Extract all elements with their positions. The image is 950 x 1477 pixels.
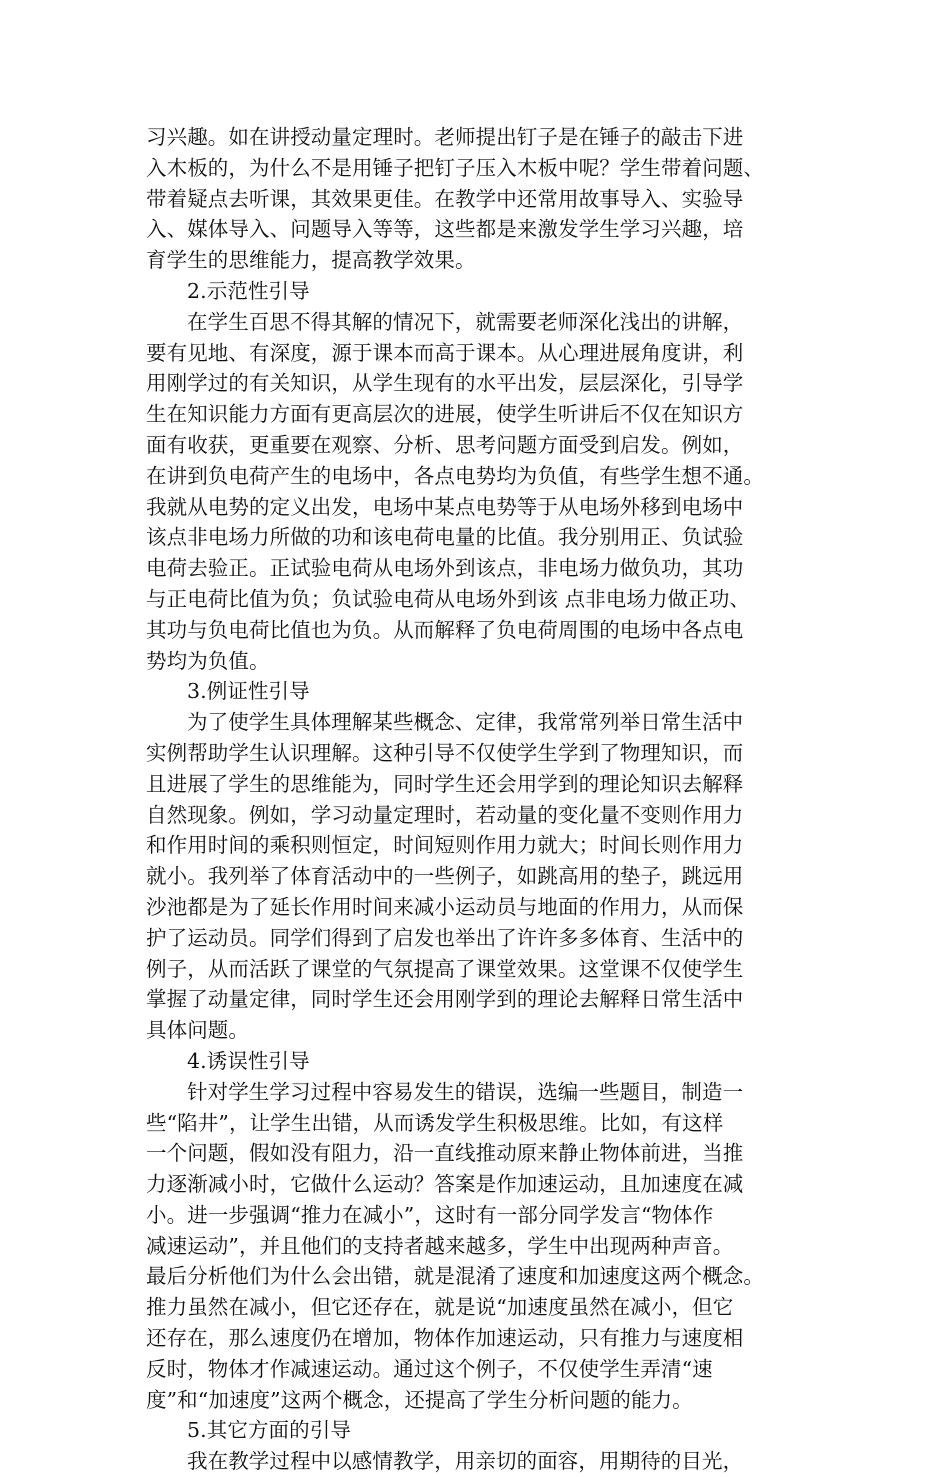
text-line: 势均为负值。 [146, 648, 270, 673]
text-line: 度”和“加速度”这两个概念，还提高了学生分析问题的能力。 [146, 1387, 693, 1412]
text-line: 其功与负电荷比值也为负。从而解释了负电荷周围的电场中各点电 [146, 617, 744, 642]
text-line: 例子，从而活跃了课堂的气氛提高了课堂效果。这堂课不仅使学生 [146, 956, 744, 981]
text-line: 一个问题，假如没有阻力，沿一直线推动原来静止物体前进，当推 [146, 1141, 744, 1166]
text-line: 最后分析他们为什么会出错，就是混淆了速度和加速度这两个概念。 [146, 1264, 764, 1289]
text-line: 生在知识能力方面有更高层次的进展，使学生听讲后不仅在知识方 [146, 402, 744, 427]
text-line: 具体问题。 [146, 1018, 249, 1043]
text-line: 该点非电场力所做的功和该电荷电量的比值。我分别用正、负试验 [146, 525, 744, 550]
text-line: 我在教学过程中以感情教学，用亲切的面容，用期待的目光， [187, 1449, 744, 1474]
text-line: 在学生百思不得其解的情况下，就需要老师深化浅出的讲解， [187, 309, 744, 334]
text-line: 实例帮助学生认识理解。这种引导不仅使学生学到了物理知识，而 [146, 740, 744, 765]
text-line: 与正电荷比值为负；负试验电荷从电场外到该 点非电场力做正功、 [146, 586, 751, 611]
text-line: 我就从电势的定义出发，电场中某点电势等于从电场外移到电场中 [146, 494, 744, 519]
text-line: 且进展了学生的思维能为，同时学生还会用学到的理论知识去解释 [146, 771, 744, 796]
text-line: 掌握了动量定律，同时学生还会用刚学到的理论去解释日常生活中 [146, 987, 744, 1012]
text-line: 还存在，那么速度仍在增加，物体作加速运动，只有推力与速度相 [146, 1326, 744, 1351]
text-line: 沙池都是为了延长作用时间来减小运动员与地面的作用力，从而保 [146, 894, 744, 919]
text-line: 要有见地、有深度，源于课本而高于课本。从心理进展角度讲，利 [146, 340, 744, 365]
text-line: 自然现象。例如，学习动量定理时，若动量的变化量不变则作用力 [146, 802, 744, 827]
text-line: 反时，物体才作减速运动。通过这个例子，不仅使学生弄清“速 [146, 1356, 713, 1381]
text-line: 用刚学过的有关知识，从学生现有的水平出发，层层深化，引导学 [146, 371, 744, 396]
text-line: 3.例证性引导 [187, 679, 310, 704]
text-line: 减速运动”，并且他们的支持者越来越多，学生中出现两种声音。 [146, 1233, 734, 1258]
text-line: 育学生的思维能力，提高教学效果。 [146, 248, 476, 273]
text-line: 针对学生学习过程中容易发生的错误，选编一些题目，制造一 [187, 1079, 744, 1104]
document-body [146, 122, 812, 1477]
text-line: 习兴趣。如在讲授动量定理时。老师提出钉子是在锤子的敲击下进 [146, 125, 744, 149]
text-line: 4.诱误性引导 [187, 1048, 310, 1073]
text-line: 就小。我列举了体育活动中的一些例子，如跳高用的垫子，跳远用 [146, 864, 744, 889]
text-line: 小。进一步强调“推力在减小”，这时有一部分同学发言“物体作 [146, 1202, 714, 1227]
text-line: 力逐渐减小时，它做什么运动？答案是作加速运动，且加速度在减 [146, 1172, 744, 1197]
text-line: 推力虽然在减小，但它还存在，就是说“加速度虽然在减小，但它 [146, 1295, 734, 1320]
text-line: 入木板的，为什么不是用锤子把钉子压入木板中呢？学生带着问题、 [146, 155, 764, 180]
text-line: 电荷去验正。正试验电荷从电场外到该点，非电场力做负功，其功 [146, 556, 744, 581]
text-line: 在讲到负电荷产生的电场中，各点电势均为负值，有些学生想不通。 [146, 463, 764, 488]
text-line: 带着疑点去听课，其效果更佳。在教学中还常用故事导入、实验导 [146, 186, 744, 211]
text-line: 5.其它方面的引导 [187, 1418, 351, 1443]
text-line: 为了使学生具体理解某些概念、定律，我常常列举日常生活中 [187, 710, 744, 735]
text-line: 护了运动员。同学们得到了启发也举出了许许多多体育、生活中的 [146, 925, 744, 950]
text-line: 面有收获，更重要在观察、分析、思考问题方面受到启发。例如， [146, 432, 744, 457]
text-line: 和作用时间的乘积则恒定，时间短则作用力就大；时间长则作用力 [146, 833, 744, 858]
text-line: 入、媒体导入、问题导入等等，这些都是来激发学生学习兴趣，培 [146, 217, 744, 242]
text-line: 些“陷井”，让学生出错，从而诱发学生积极思维。比如，有这样 [146, 1110, 724, 1135]
text-line: 2.示范性引导 [187, 278, 310, 303]
